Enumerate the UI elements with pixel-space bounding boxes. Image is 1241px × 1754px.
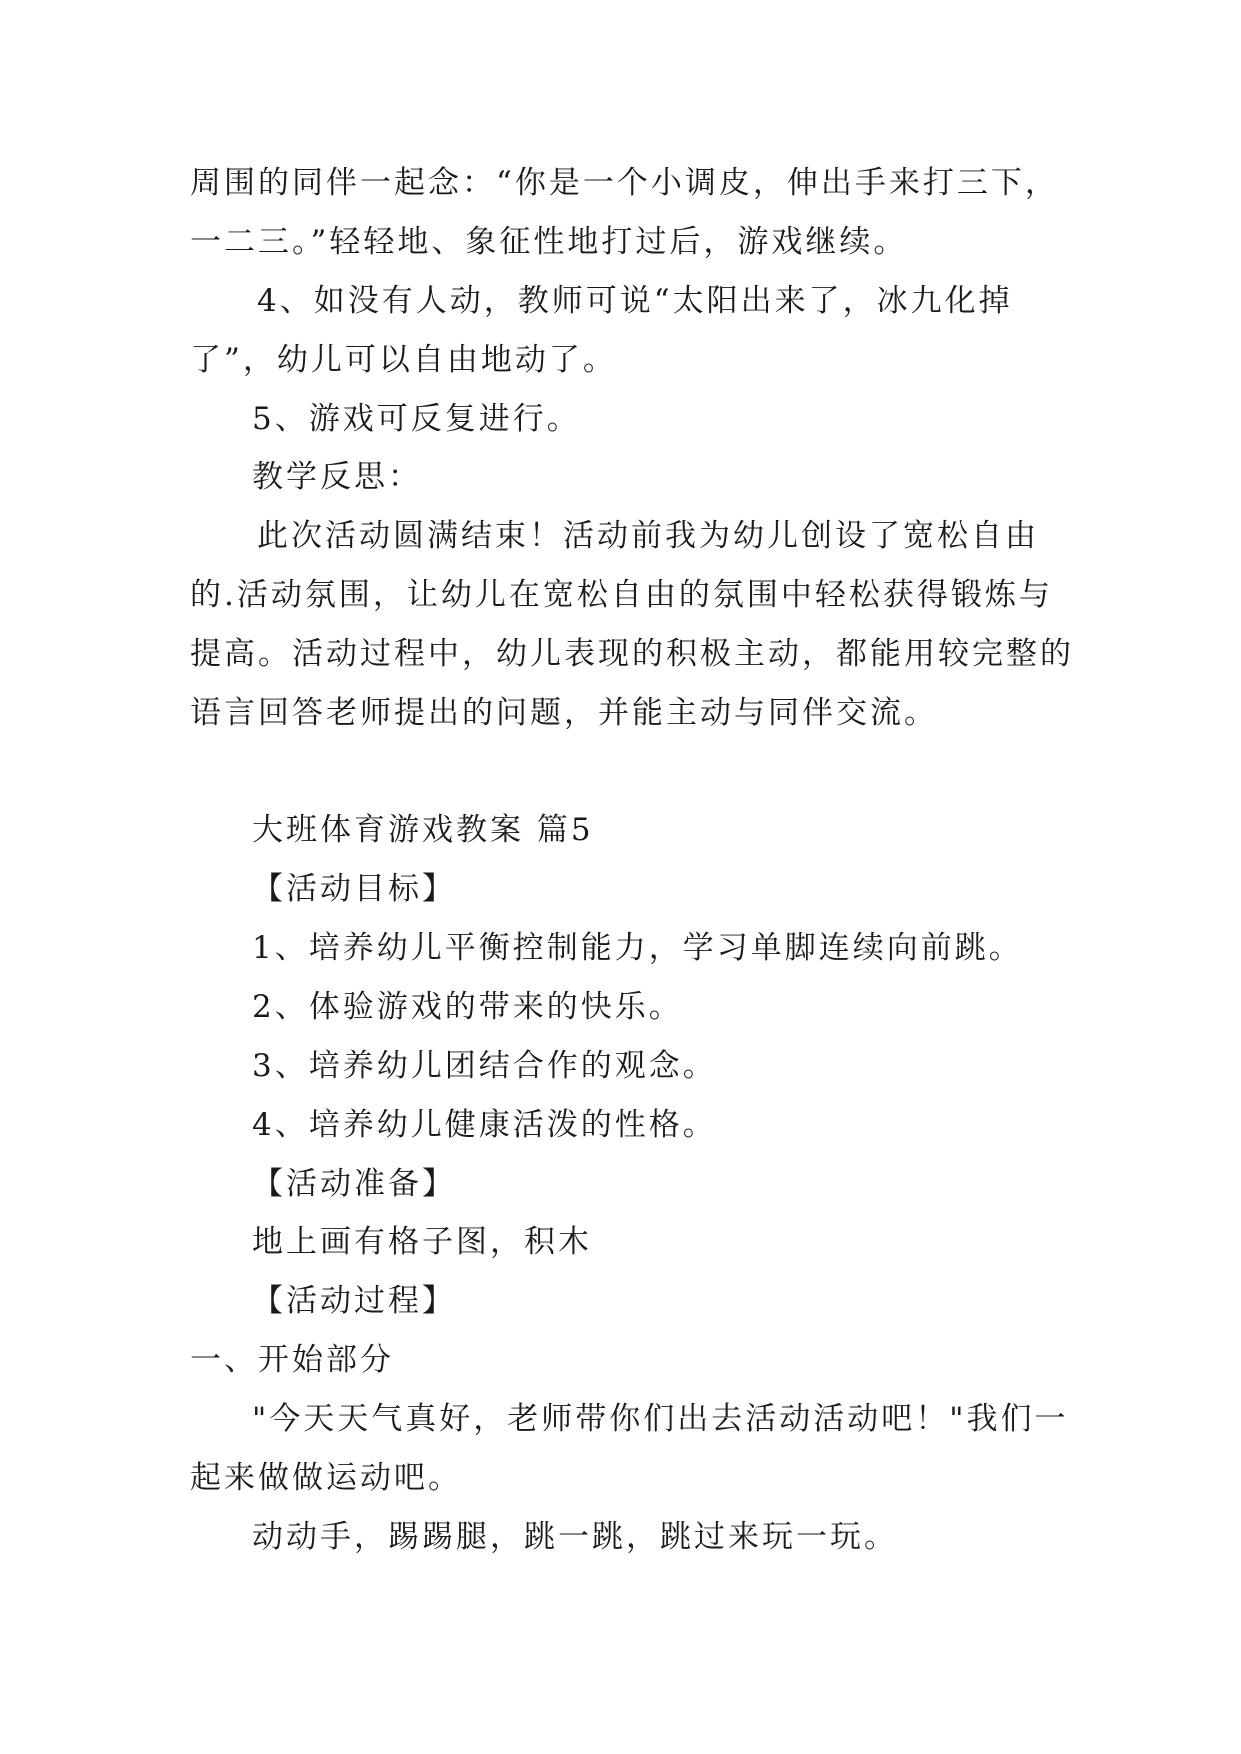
paragraph-line: 的.活动氛围，让幼儿在宽松自由的氛围中轻松获得锻炼与 — [190, 577, 1053, 613]
paragraph-line: 语言回答老师提出的问题，并能主动与同伴交流。 — [190, 695, 938, 731]
document-title: 大班体育游戏教案 篇5 — [252, 812, 594, 848]
section-heading: 【活动过程】 — [252, 1283, 456, 1319]
paragraph-line: 地上画有格子图，积木 — [252, 1224, 592, 1260]
paragraph-line: 周围的同伴一起念：“你是一个小调皮，伸出手来打三下， — [190, 165, 1059, 201]
paragraph-line: 5、游戏可反复进行。 — [252, 401, 581, 437]
paragraph-line: 一二三。”轻轻地、象征性地打过后，游戏继续。 — [190, 224, 908, 260]
section-heading: 【活动目标】 — [252, 871, 456, 907]
subsection-heading: 一、开始部分 — [190, 1342, 394, 1378]
paragraph-line: 4、如没有人动，教师可说“太阳出来了，冰九化掉 — [257, 283, 1013, 319]
list-item: 3、培养幼儿团结合作的观念。 — [252, 1048, 717, 1084]
list-item: 4、培养幼儿健康活泼的性格。 — [252, 1107, 717, 1143]
paragraph-line: 动动手，踢踢腿，跳一跳，跳过来玩一玩。 — [252, 1519, 898, 1555]
list-item: 2、体验游戏的带来的快乐。 — [252, 989, 683, 1025]
section-heading: 【活动准备】 — [252, 1166, 456, 1202]
paragraph-line: 此次活动圆满结束！活动前我为幼儿创设了宽松自由 — [257, 518, 1039, 554]
paragraph-line: 提高。活动过程中，幼儿表现的积极主动，都能用较完整的 — [190, 636, 1074, 672]
section-heading: 教学反思： — [252, 459, 422, 495]
paragraph-line: "今天天气真好，老师带你们出去活动活动吧！"我们一 — [252, 1401, 1069, 1437]
list-item: 1、培养幼儿平衡控制能力，学习单脚连续向前跳。 — [252, 930, 1023, 966]
paragraph-line: 起来做做运动吧。 — [190, 1460, 462, 1496]
paragraph-line: 了”，幼儿可以自由地动了。 — [190, 342, 617, 378]
